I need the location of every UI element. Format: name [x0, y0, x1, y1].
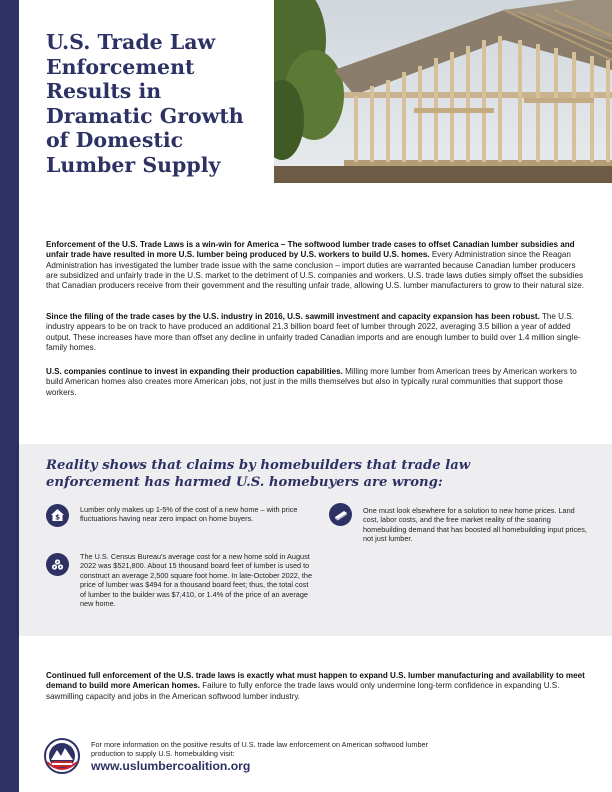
fact-lumber-share: Lumber only makes up 1-5% of the cost of a new home – with price fluctuations having near zero impact on home buyers. [80, 505, 298, 524]
paragraph-lead-bold: U.S. companies continue to invest in expanding their production capabilities. [46, 367, 343, 376]
lumber-coalition-logo [44, 738, 80, 774]
paragraph-body: The U.S. industry appears to be on track to have produced an additional 21.3 billion board feet of lumber through 2022, averaging 3.5 billion a year of added output. These increases have more than offset any decline in unfairly traded Canadian imports and are enough lumber to build over 1.4 million single-family homes. [46, 312, 581, 352]
paragraph-lead-bold: Enforcement of the U.S. Trade Laws is a win-win for America – The softwood lumber trade cases to offset Canadian lumber subsidies and unfair trade have resulted in more U.S. lumber being produced by U.S. workers to build U.S. homes. [46, 240, 575, 260]
paragraph-lead-bold: Since the filing of the trade cases by the U.S. industry in 2016, U.S. sawmill investment and capacity expansion has been robust. [46, 312, 540, 321]
paragraph-sawmill-investment [46, 312, 588, 353]
svg-text:$: $ [55, 513, 60, 522]
paragraph-continued-enforcement [46, 671, 588, 702]
paragraph-trade-win-win [46, 240, 588, 291]
house-framing-photo [274, 0, 612, 183]
paragraph-body: Milling more lumber from American trees by American workers to build American homes also creates more American jobs, not just in the mills themselves but also in typically rural communities that support those workers. [46, 367, 577, 397]
fact-home-prices: One must look elsewhere for a solution to new home prices. Land cost, labor costs, and the free market reality of the soaring homebuilding demand that has boosted all homebuilding input prices, not just lumber. [363, 506, 587, 544]
paragraph-body: Failure to fully enforce the trade laws would only undermine long-term confidence in expanding U.S. sawmilling capacity and jobs in the American softwood lumber industry. [46, 681, 560, 701]
page-title: U.S. Trade Law Enforcement Results in Dramatic Growth of Domestic Lumber Supply [46, 30, 244, 177]
paragraph-body: Every Administration since the Reagan Administration has investigated the lumber trade issue with the same conclusion – import duties are warranted because Canadian lumber producers are subsidized and unfairly trade in the U.S. market to the detriment of U.S. companies and workers. U.S. trade laws duties simply offset the subsidies that Canadian producers receive from their government and the resulting unfair trade, allowing U.S. lumber manufacturers to grow to their natural size. [46, 250, 585, 291]
fact-census-cost: The U.S. Census Bureau's average cost for a new home sold in August 2022 was $521,800. About 15 thousand board feet of lumber is used to construct an average 2,500 square foot home. In late-October 2022, the price of lumber was $494 for a thousand board feet; thus, the total cost of lumber to the builder was $7,410, or 1.4% of the price of an average new home. [80, 552, 313, 609]
log-stack-icon [46, 553, 69, 576]
coalition-website-link[interactable]: www.uslumbercoalition.org [91, 759, 251, 773]
lumber-board-icon [329, 503, 352, 526]
side-accent-bar [0, 0, 19, 792]
reality-heading: Reality shows that claims by homebuilders that trade law enforcement has harmed U.S. homebuyers are wrong: [46, 458, 471, 490]
dollar-house-icon [46, 504, 69, 527]
paragraph-production-capabilities [46, 367, 588, 398]
paragraph-lead-bold: Continued full enforcement of the U.S. trade laws is exactly what must happen to expand U.S. lumber manufacturing and availability to meet demand to build more American homes. [46, 671, 585, 691]
footer-info-text: For more information on the positive results of U.S. trade law enforcement on American softwood lumber production to supply U.S. homebuilding visit: [91, 740, 429, 759]
